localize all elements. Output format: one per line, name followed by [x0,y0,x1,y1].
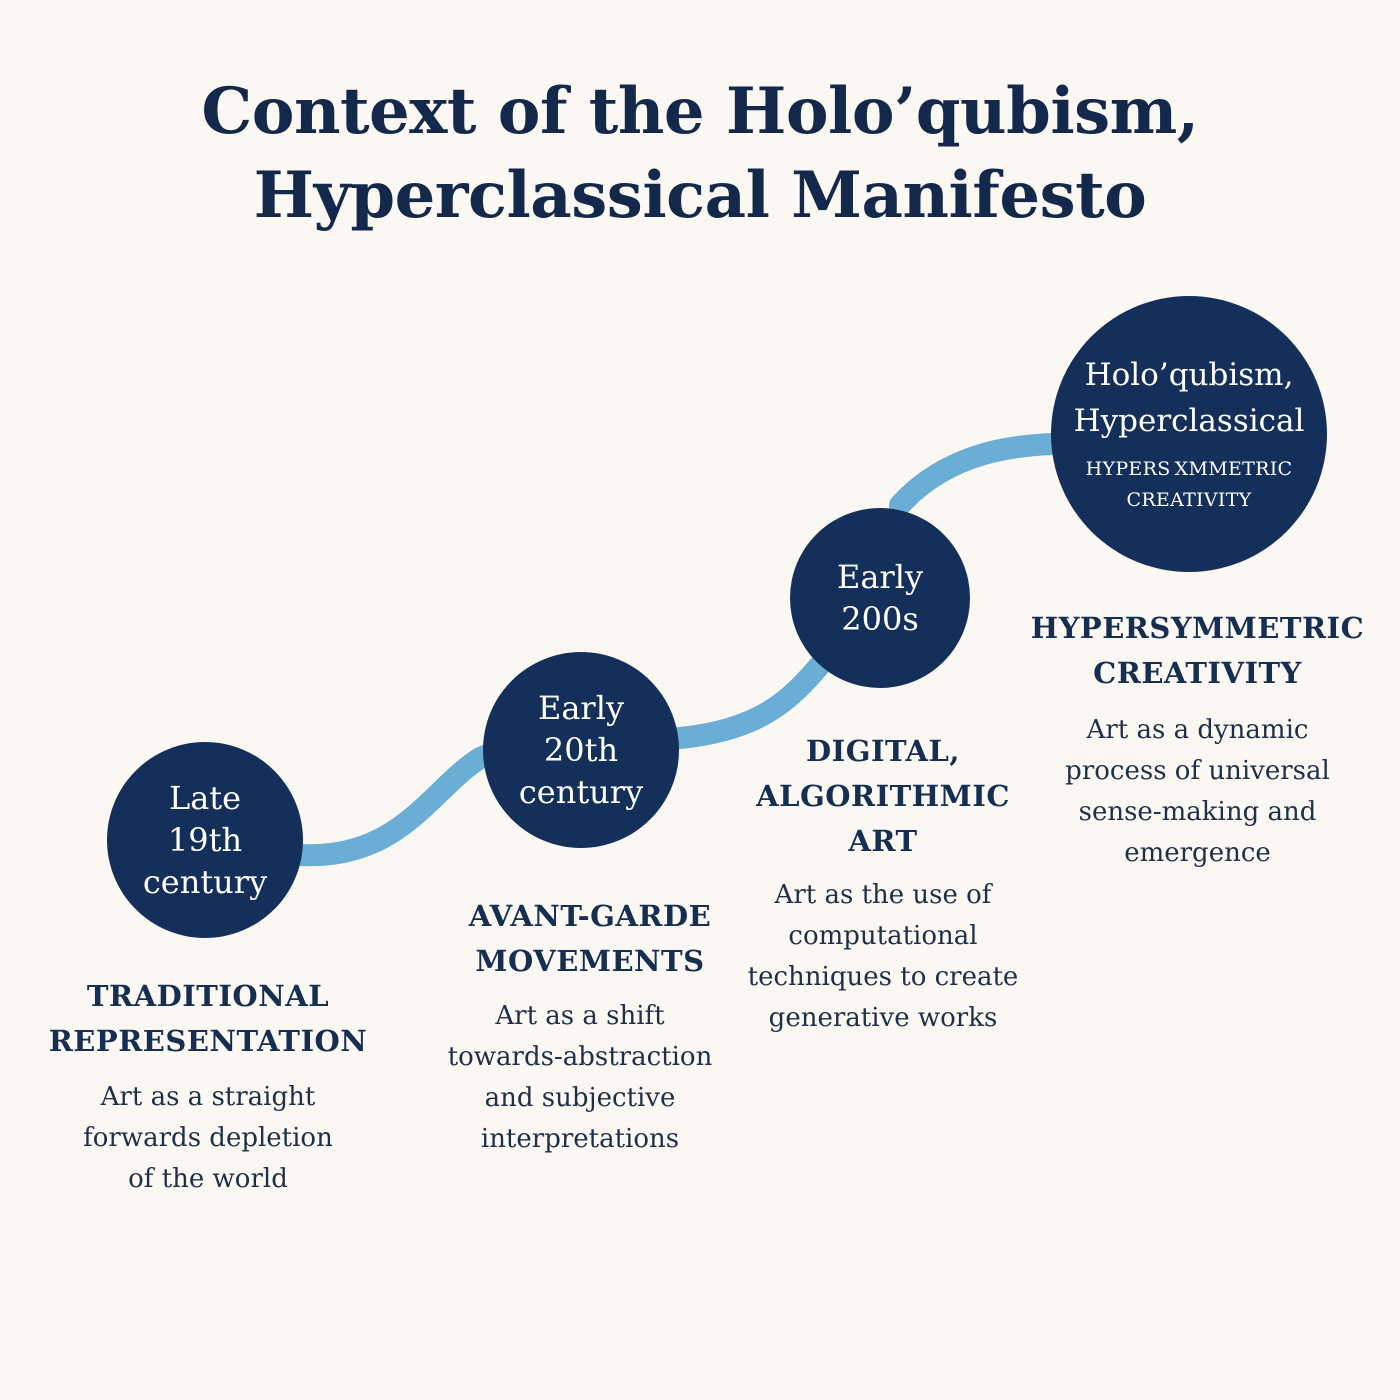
stage-circle-early-200s [790,508,970,688]
stage-heading-digital-algorithmic-art: DIGITAL, ALGORITHMIC ART [756,734,1010,858]
stage-description-avant-garde-movements: Art as a shift towards-abstraction and subjective interpretations [447,1001,713,1154]
stage-heading-hypersymmetric-creativity: HYPERSYMMETRIC CREATIVITY [1030,611,1365,690]
title-line-1: Context of the Holo’qubism, [201,74,1199,149]
stage-circle-late-19th-century [107,742,303,938]
stage-era-label: Early 200s [836,558,924,638]
stage-circle-early-20th-century [483,652,679,848]
stage-era-label: Late 19th century [142,779,268,901]
stage-description-hypersymmetric-creativity: Art as a dynamic process of universal sense-making and emergence [1065,715,1330,868]
stage-heading-traditional-representation: TRADITIONAL REPRESENTATION [48,979,368,1058]
stage-circle-title: Holo’qubism, Hyperclassical [1073,357,1305,439]
stage-description-digital-algorithmic-art: Art as the use of computational techniques to create generative works [747,880,1019,1033]
stage-circle-holoqubism-hyperclassical [1051,296,1327,572]
stage-description-traditional-representation: Art as a straight forwards depletion of the world [83,1082,333,1194]
stage-circle-subtitle: HYPERS ΧMMETRIC CREATIVITY [1085,458,1293,511]
title-line-2: Hyperclassical Manifesto [253,158,1147,233]
stage-era-label: Early 20th century [518,689,644,811]
stage-heading-avant-garde-movements: AVANT-GARDE MOVEMENTS [468,899,712,978]
